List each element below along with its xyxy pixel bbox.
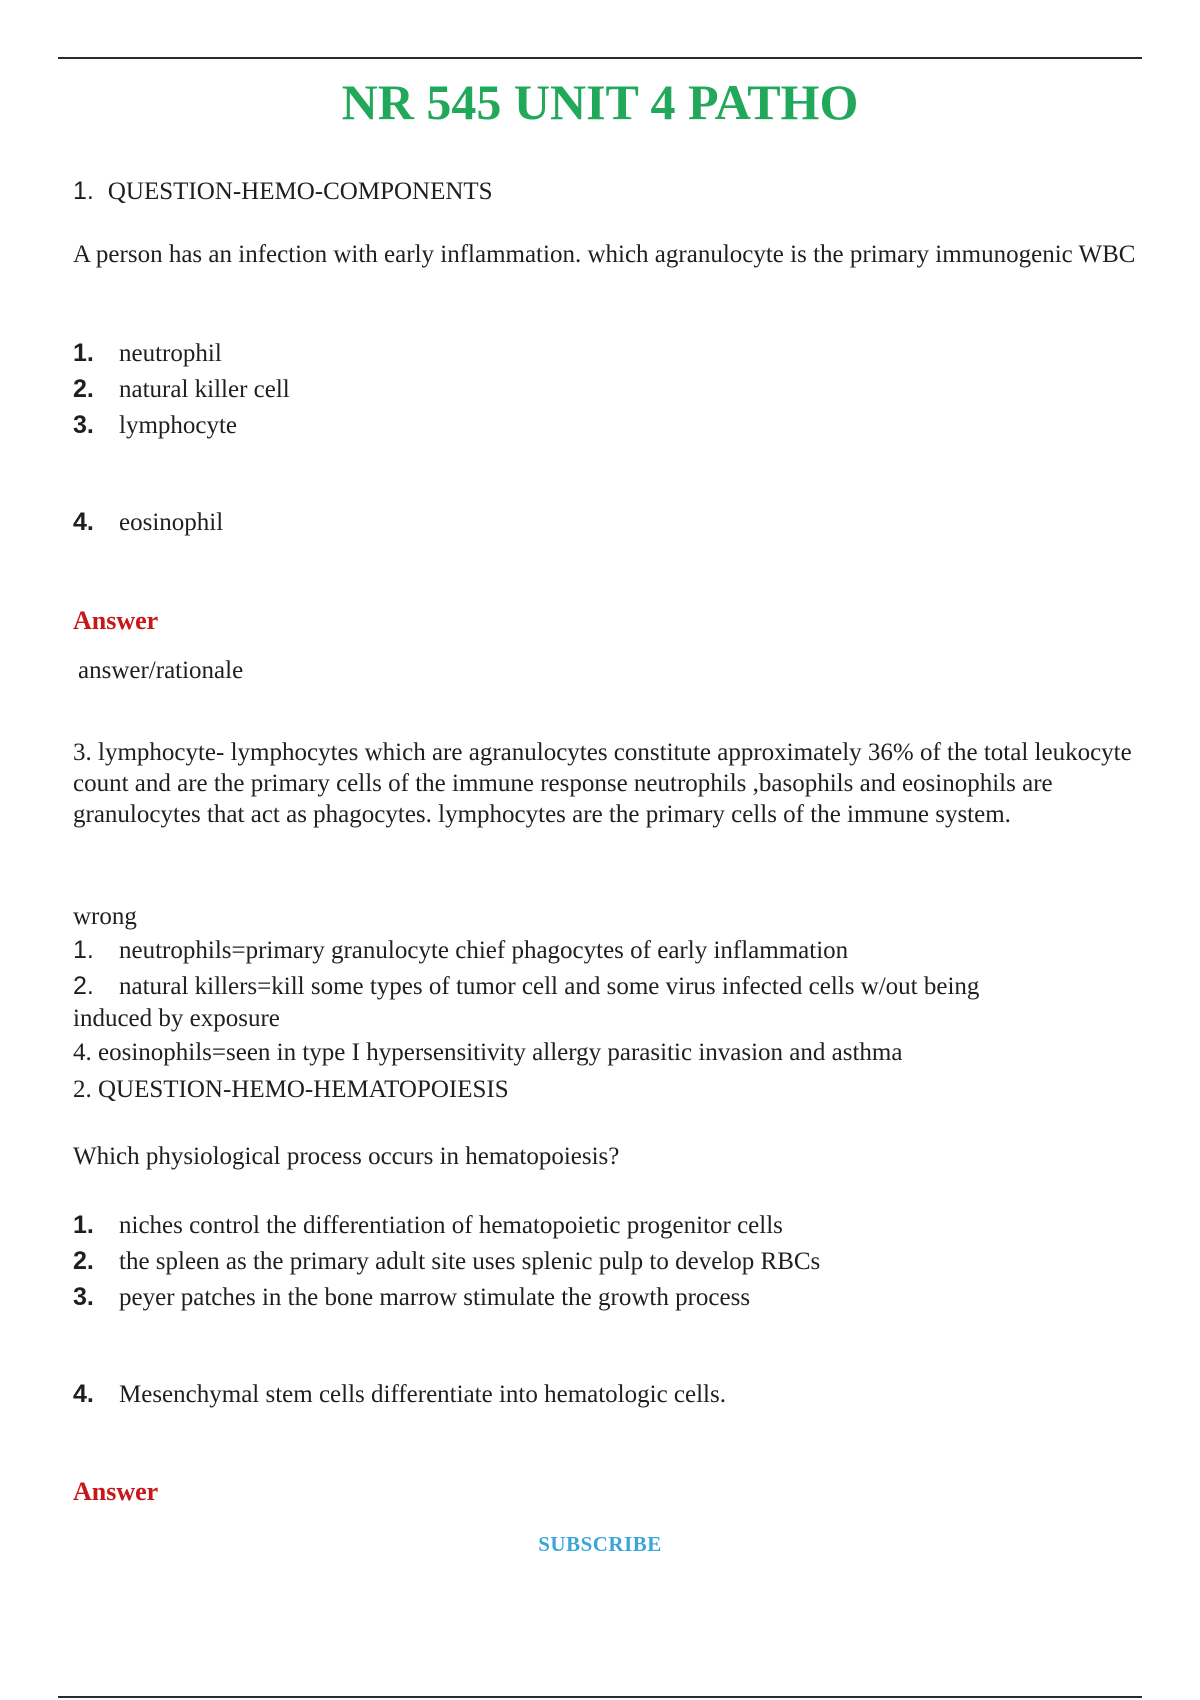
option-number: 3. [73, 411, 94, 439]
option-number: 4. [73, 1380, 94, 1408]
question-2-option-3 [73, 1282, 750, 1313]
wrong-item-text: neutrophils=primary granulocyte chief phagocytes of early inflammation [119, 937, 849, 964]
question-1-number: 1. [73, 177, 94, 205]
top-divider [58, 57, 1142, 59]
option-number: 3. [73, 1283, 94, 1311]
question-2-option-2 [73, 1246, 820, 1277]
wrong-item-1 [73, 935, 1142, 966]
question-1-text: A person has an infection with early inflammation. which agranulocyte is the primary immunogenic WBC [73, 241, 1136, 268]
wrong-item-number: 1. [73, 936, 94, 964]
question-2-option-1 [73, 1210, 783, 1241]
bottom-divider [58, 1696, 1142, 1698]
question-2-option-4 [73, 1379, 726, 1410]
question-1-title: QUESTION-HEMO-COMPONENTS [107, 178, 493, 205]
wrong-label: wrong [73, 903, 137, 930]
option-text: Mesenchymal stem cells differentiate into hematologic cells. [119, 1381, 726, 1408]
subscribe-link[interactable]: SUBSCRIBE [538, 1532, 662, 1556]
question-1-option-1 [73, 338, 222, 369]
option-text: the spleen as the primary adult site uses splenic pulp to develop RBCs [119, 1248, 821, 1275]
option-number: 1. [73, 339, 94, 367]
wrong-item-2 [73, 971, 1142, 1002]
question-1-answer-label: Answer [73, 606, 159, 635]
option-text: neutrophil [119, 340, 222, 367]
question-2-heading: 2. QUESTION-HEMO-HEMATOPOIESIS [73, 1076, 509, 1103]
option-text: niches control the differentiation of hematopoietic progenitor cells [119, 1212, 783, 1239]
option-number: 2. [73, 375, 94, 403]
option-text: peyer patches in the bone marrow stimulate the growth process [119, 1284, 751, 1311]
option-text: eosinophil [119, 509, 224, 536]
wrong-item-text: natural killers=kill some types of tumor cell and some virus infected cells w/out being [119, 973, 980, 1000]
question-1-rationale: 3. lymphocyte- lymphocytes which are agranulocytes constitute approximately 36% of the total leukocyte count and are the primary cells of the immune response neutrophils ,basophils and eosinophils are granulocytes that act as phagocytes. lymphocytes are the primary cells of the immune system. [73, 739, 1132, 828]
option-text: natural killer cell [119, 376, 290, 403]
question-2-text: Which physiological process occurs in hematopoiesis? [73, 1143, 620, 1170]
question-1-option-3 [73, 410, 237, 441]
question-2-answer-label: Answer [73, 1477, 159, 1506]
wrong-item-2-continued: induced by exposure [73, 1005, 280, 1032]
option-number: 4. [73, 508, 94, 536]
question-1-option-2 [73, 374, 290, 405]
question-1-option-4 [73, 507, 223, 538]
option-number: 1. [73, 1211, 94, 1239]
option-number: 2. [73, 1247, 94, 1275]
wrong-item-4: 4. eosinophils=seen in type I hypersensitivity allergy parasitic invasion and asthma [73, 1039, 903, 1066]
page-title: NR 545 UNIT 4 PATHO [341, 74, 859, 130]
option-text: lymphocyte [119, 412, 238, 439]
rationale-label: answer/rationale [78, 657, 244, 684]
question-1-heading [73, 176, 1142, 207]
wrong-item-number: 2. [73, 972, 94, 1000]
